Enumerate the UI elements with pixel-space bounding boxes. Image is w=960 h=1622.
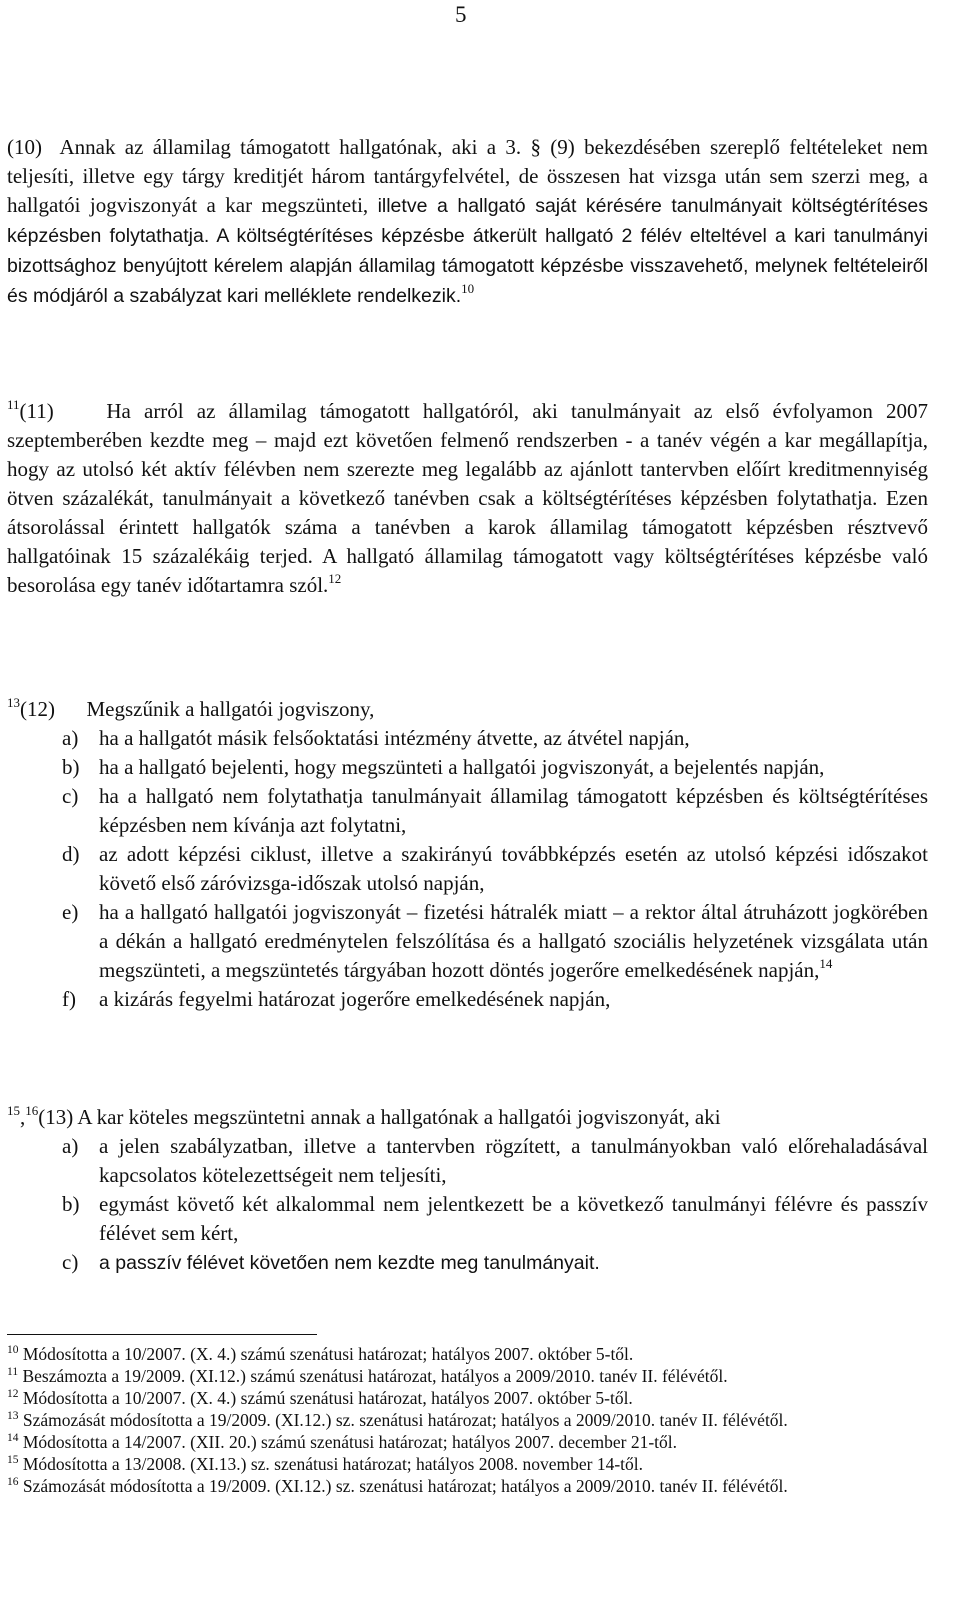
list-item [0, 1190, 960, 1248]
footnote-ref[interactable]: 13 [7, 695, 20, 710]
footnote-number: 11 [7, 1366, 19, 1378]
footnote-text: Számozását módosította a 19/2009. (XI.12.) sz. szenátusi határozat; hatályos a 2009/2010. tanév II. félévétől. [22, 1410, 788, 1430]
list-item-text: ha a hallgatót másik felsőoktatási intézmény átvette, az átvétel napján, [99, 726, 690, 750]
section-sign: § [530, 135, 541, 159]
list-item [0, 782, 960, 840]
list-item-text: a passzív félévet követően nem kezdte meg tanulmányait. [99, 1252, 600, 1274]
footnote-number: 16 [7, 1476, 19, 1488]
paragraph-intro: A kar köteles megszüntetni annak a hallgatónak a hallgatói jogviszonyát, aki [77, 1105, 721, 1129]
condition-list [0, 724, 960, 1014]
footnote [7, 1409, 927, 1431]
paragraph-intro: Megszűnik a hallgatói jogviszony, [86, 697, 375, 721]
list-letter: c) [62, 784, 79, 808]
footnote-divider [7, 1334, 317, 1335]
list-item [0, 724, 960, 753]
list-item-text: egymást követő két alkalommal nem jelentkezett be a következő tanulmányi félévre és passzív félévet sem kért, [99, 1192, 928, 1245]
list-letter: d) [62, 842, 80, 866]
footnote-ref[interactable]: 11 [7, 397, 20, 412]
list-item [0, 1248, 960, 1278]
list-letter: e) [62, 900, 79, 924]
list-item [0, 840, 960, 898]
list-item-text: ha a hallgató bejelenti, hogy megszünteti a hallgatói jogviszonyát, a bejelentés napján, [99, 755, 825, 779]
footnote-text: Módosította a 13/2008. (XI.13.) sz. szenátusi határozat; hatályos 2008. november 14-től. [22, 1454, 644, 1474]
list-letter: c) [62, 1250, 79, 1274]
paragraph-marker: (12) [20, 697, 55, 721]
paragraph-marker: (13) [38, 1105, 74, 1129]
footnote-number: 14 [7, 1432, 19, 1444]
paragraph-marker: (11) [19, 399, 54, 423]
footnote-ref[interactable]: 10 [461, 281, 475, 296]
footnote-text: Számozását módosította a 19/2009. (XI.12.) sz. szenátusi határozat; hatályos a 2009/2010. tanév II. félévétől. [22, 1476, 788, 1496]
paragraph-12 [0, 695, 960, 1014]
footnote [7, 1431, 927, 1453]
footnote-ref[interactable]: 12 [328, 571, 342, 586]
list-letter: b) [62, 1192, 80, 1216]
list-letter: a) [62, 726, 79, 750]
list-item [0, 1132, 960, 1190]
paragraph-text: Annak az államilag támogatott hallgatónak, aki a 3. [59, 135, 522, 159]
footnote [7, 1343, 927, 1365]
footnote-ref[interactable]: 15 [7, 1103, 20, 1118]
footnote-text: Módosította a 10/2007. (X. 4.) számú szenátusi határozat; hatályos 2007. október 5-től. [22, 1344, 634, 1364]
list-letter: b) [62, 755, 80, 779]
footnote-text: Módosította a 10/2007. (X. 4.) számú szenátusi határozat, hatályos 2007. október 5-től. [22, 1388, 633, 1408]
footnote-number: 15 [7, 1454, 19, 1466]
footnote-ref[interactable]: 14 [819, 956, 833, 971]
footnote-number: 12 [7, 1388, 19, 1400]
footnote-text: Módosította a 14/2007. (XII. 20.) számú szenátusi határozat; hatályos 2007. december 21-től. [22, 1432, 678, 1452]
list-item-text: a kizárás fegyelmi határozat jogerőre emelkedésének napján, [99, 987, 611, 1011]
footnote-number: 13 [7, 1410, 19, 1422]
list-letter: f) [62, 987, 76, 1011]
footnote [7, 1365, 927, 1387]
footnote-ref[interactable]: 16 [25, 1103, 39, 1118]
list-letter: a) [62, 1134, 79, 1158]
list-item-text: ha a hallgató hallgatói jogviszonyát – fizetési hátralék miatt – a rektor által átruházott jogkörében a dékán a hallgató eredménytelen felszólítása és a hallgató szociális helyzetének vizsgálata után megszünteti, a megszüntetés tárgyában hozott döntés jogerőre emelkedésének napján, [99, 900, 928, 982]
footnote-text: Beszámozta a 19/2009. (XI.12.) számú szenátusi határozat, hatályos a 2009/2010. tanév II. félévétől. [22, 1366, 728, 1386]
page-number: 5 [455, 2, 467, 27]
paragraph-11 [0, 397, 960, 600]
footnote [7, 1453, 927, 1475]
list-item [0, 898, 960, 985]
list-item-text: a jelen szabályzatban, illetve a tantervben rögzített, a tanulmányokban való előrehaladásával kapcsolatos kötelezettségeit nem teljesíti, [99, 1134, 928, 1187]
footnote-ref-separator: , [20, 1105, 26, 1129]
list-item-text: az adott képzési ciklust, illetve a szakirányú továbbképzés esetén az utolsó képzési időszakot követő első záróvizsga-időszak utolsó napján, [99, 842, 928, 895]
list-item-text: ha a hallgató nem folytathatja tanulmányait államilag támogatott képzésben és költségtérítéses képzésben nem kívánja azt folytatni, [99, 784, 928, 837]
condition-list [0, 1132, 960, 1278]
paragraph-10 [0, 133, 960, 311]
paragraph-text: (9) bekezdésében szereplő feltételeket nem teljesíti, illetve egy tárgy kreditjét három tantárgyfelvétel, de összesen hat vizsga után sem szerzi meg, a hallgatói jogviszonyát a kar megszünteti, [7, 135, 928, 217]
footnote [7, 1387, 927, 1409]
list-item [0, 985, 960, 1014]
footnote-number: 10 [7, 1344, 19, 1356]
list-item [0, 753, 960, 782]
footnote [7, 1475, 927, 1497]
footnotes [7, 1343, 927, 1497]
paragraph-text: Ha arról az államilag támogatott hallgatóról, aki tanulmányait az első évfolyamon 2007 szeptemberében kezdte meg – majd ezt követően felmenő rendszerben - a tanév végén a kar megállapítja, hogy az utolsó két aktív félévben nem szerezte meg legalább az ajánlott tantervben előírt kreditmennyiség ötven százalékát, tanulmányait a következő tanévben csak a költségtérítéses képzésben folytathatja. Ezen átsorolással érintett hallgatók száma a tanévben a karok államilag támogatott képzésben résztvevő hallgatóinak 15 százalékáig terjed. A hallgató államilag támogatott vagy költségtérítéses képzésbe való besorolása egy tanév időtartamra szól. [7, 399, 929, 597]
paragraph-text-sans: illetve a hallgató saját kérésére tanulmányait költségtérítéses képzésben folytathatja. A költségtérítéses képzésbe átkerült hallgató 2 félév elteltével a kari tanulmányi bizottsághoz benyújtott kérelem alapján államilag támogatott képzésbe visszavehető, melynek feltételeiről és módjáról a szabályzat kari melléklete rendelkezik. [7, 195, 929, 307]
paragraph-marker: (10) [7, 135, 42, 159]
paragraph-13 [0, 1103, 960, 1278]
